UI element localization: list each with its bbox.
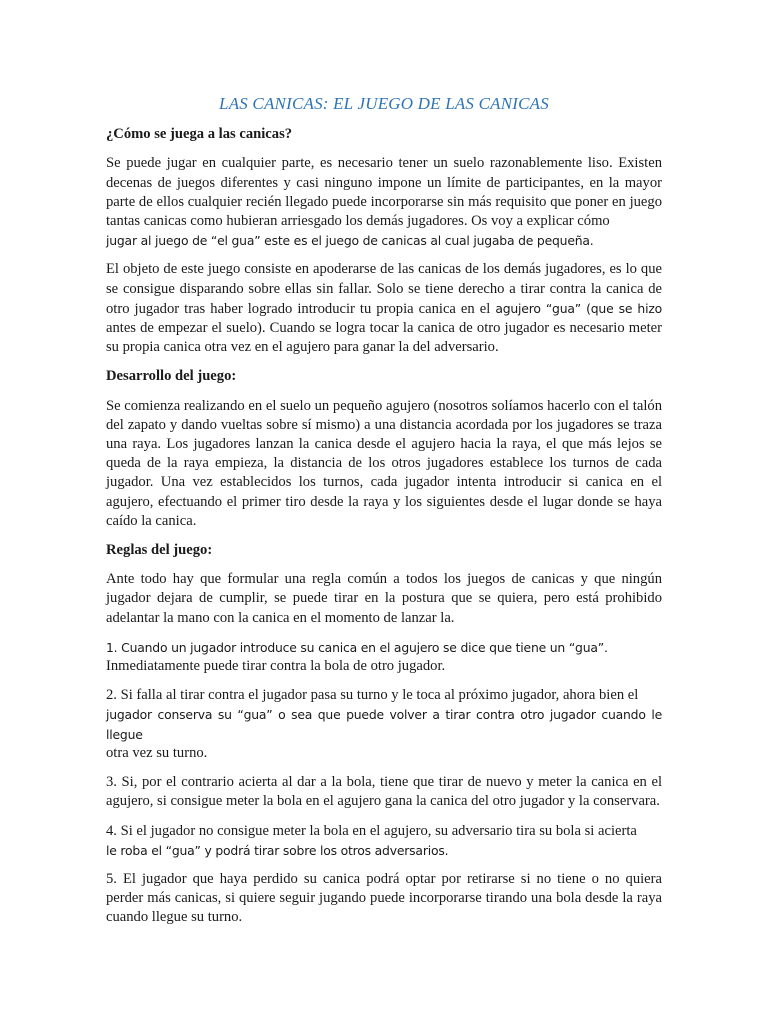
- rule-4-text: 4. Si el jugador no consigue meter la bola en el agujero, su adversario tira su bola si acierta: [106, 822, 637, 839]
- paragraph-objective-text-b: antes de empezar el suelo). Cuando se logra tocar la canica de otro jugador es necesario meter su propia canica otra vez en el agujero para ganar la del adversario.: [106, 320, 662, 356]
- paragraph-development: Se comienza realizando en el suelo un pequeño agujero (nosotros solíamos hacerlo con el talón del zapato y dando vueltas sobre sí mismo) a una distancia acordada por los jugadores se traza una raya. Los jugadores lanzan la canica desde el agujero hacia la raya, el que más lejos se queda de la raya empieza, la distancia de los otros jugadores establece los turnos de cada jugador. Una vez establecidos los turnos, cada jugador intenta introducir si canica en el agujero, efectuando el primer tiro desde la raya y los siguientes desde el lugar donde se haya caído la canica.: [106, 397, 662, 529]
- rule-4-sans-line: le roba el “gua” y podrá tirar sobre los otros adversarios.: [106, 842, 449, 858]
- rule-1-text: Inmediatamente puede tirar contra la bola de otro jugador.: [106, 658, 446, 675]
- rule-1: [106, 638, 662, 676]
- rule-2: [106, 686, 662, 763]
- paragraph-intro: [106, 154, 662, 250]
- rule-5: 5. El jugador que haya perdido su canica podrá optar por retirarse si no tiene o no quiera perder más canicas, si quiere seguir jugando puede incorporarse tirando una bola desde la raya cuando llegue su turno.: [106, 870, 662, 926]
- rule-1-sans-line: 1. Cuando un jugador introduce su canica en el agujero se dice que tiene un “gua”.: [106, 639, 608, 655]
- paragraph-objective-sans: agujero “gua” (que se hizo: [495, 300, 663, 316]
- section-heading-rules: Reglas del juego:: [106, 542, 213, 559]
- rule-2-sans-line: jugador conserva su “gua” o sea que puede volver a tirar contra otro jugador cuando le llegue: [106, 707, 662, 742]
- rule-2-text-b: otra vez su turno.: [106, 744, 208, 761]
- section-heading-development: Desarrollo del juego:: [106, 368, 237, 385]
- document-title: LAS CANICAS: EL JUEGO DE LAS CANICAS: [219, 94, 549, 113]
- section-heading-how-to-play: ¿Cómo se juega a las canicas?: [106, 126, 293, 143]
- paragraph-rules-intro: Ante todo hay que formular una regla común a todos los juegos de canicas y que ningún jugador dejara de cumplir, se puede tirar en la postura que se quiera, pero está prohibido adelantar la mano con la canica en el momento de lanzar la.: [106, 571, 662, 626]
- paragraph-intro-text: Se puede jugar en cualquier parte, es necesario tener un suelo razonablemente liso. Existen decenas de juegos diferentes y casi ninguno impone un límite de participantes, en la mayor parte de ellos cualquier recién llegado puede incorporarse sin más requisito que poner en juego tantas canicas como hubieran arriesgado los demás jugadores. Os voy a explicar cómo: [106, 155, 662, 230]
- paragraph-intro-sans-line: jugar al juego de “el gua” este es el juego de canicas al cual jugaba de pequeña.: [106, 233, 594, 249]
- rule-2-text-a: 2. Si falla al tirar contra el jugador pasa su turno y le toca al próximo jugador, ahora bien el: [106, 687, 639, 704]
- rule-3: 3. Si, por el contrario acierta al dar a la bola, tiene que tirar de nuevo y meter la canica en el agujero, si consigue meter la bola en el agujero gana la canica del otro jugador y la conservara.: [106, 774, 662, 810]
- paragraph-objective-text-a: El objeto de este juego consiste en apoderarse de las canicas de los demás jugadores, es lo que se consigue disparando sobre ellas sin fallar. Solo se tiene derecho a tirar contra la canica de otro jugador tras haber logrado introducir tu propia canica en el: [106, 261, 662, 317]
- document-page: [106, 88, 662, 938]
- paragraph-objective: [106, 260, 662, 357]
- rule-4: [106, 822, 662, 860]
